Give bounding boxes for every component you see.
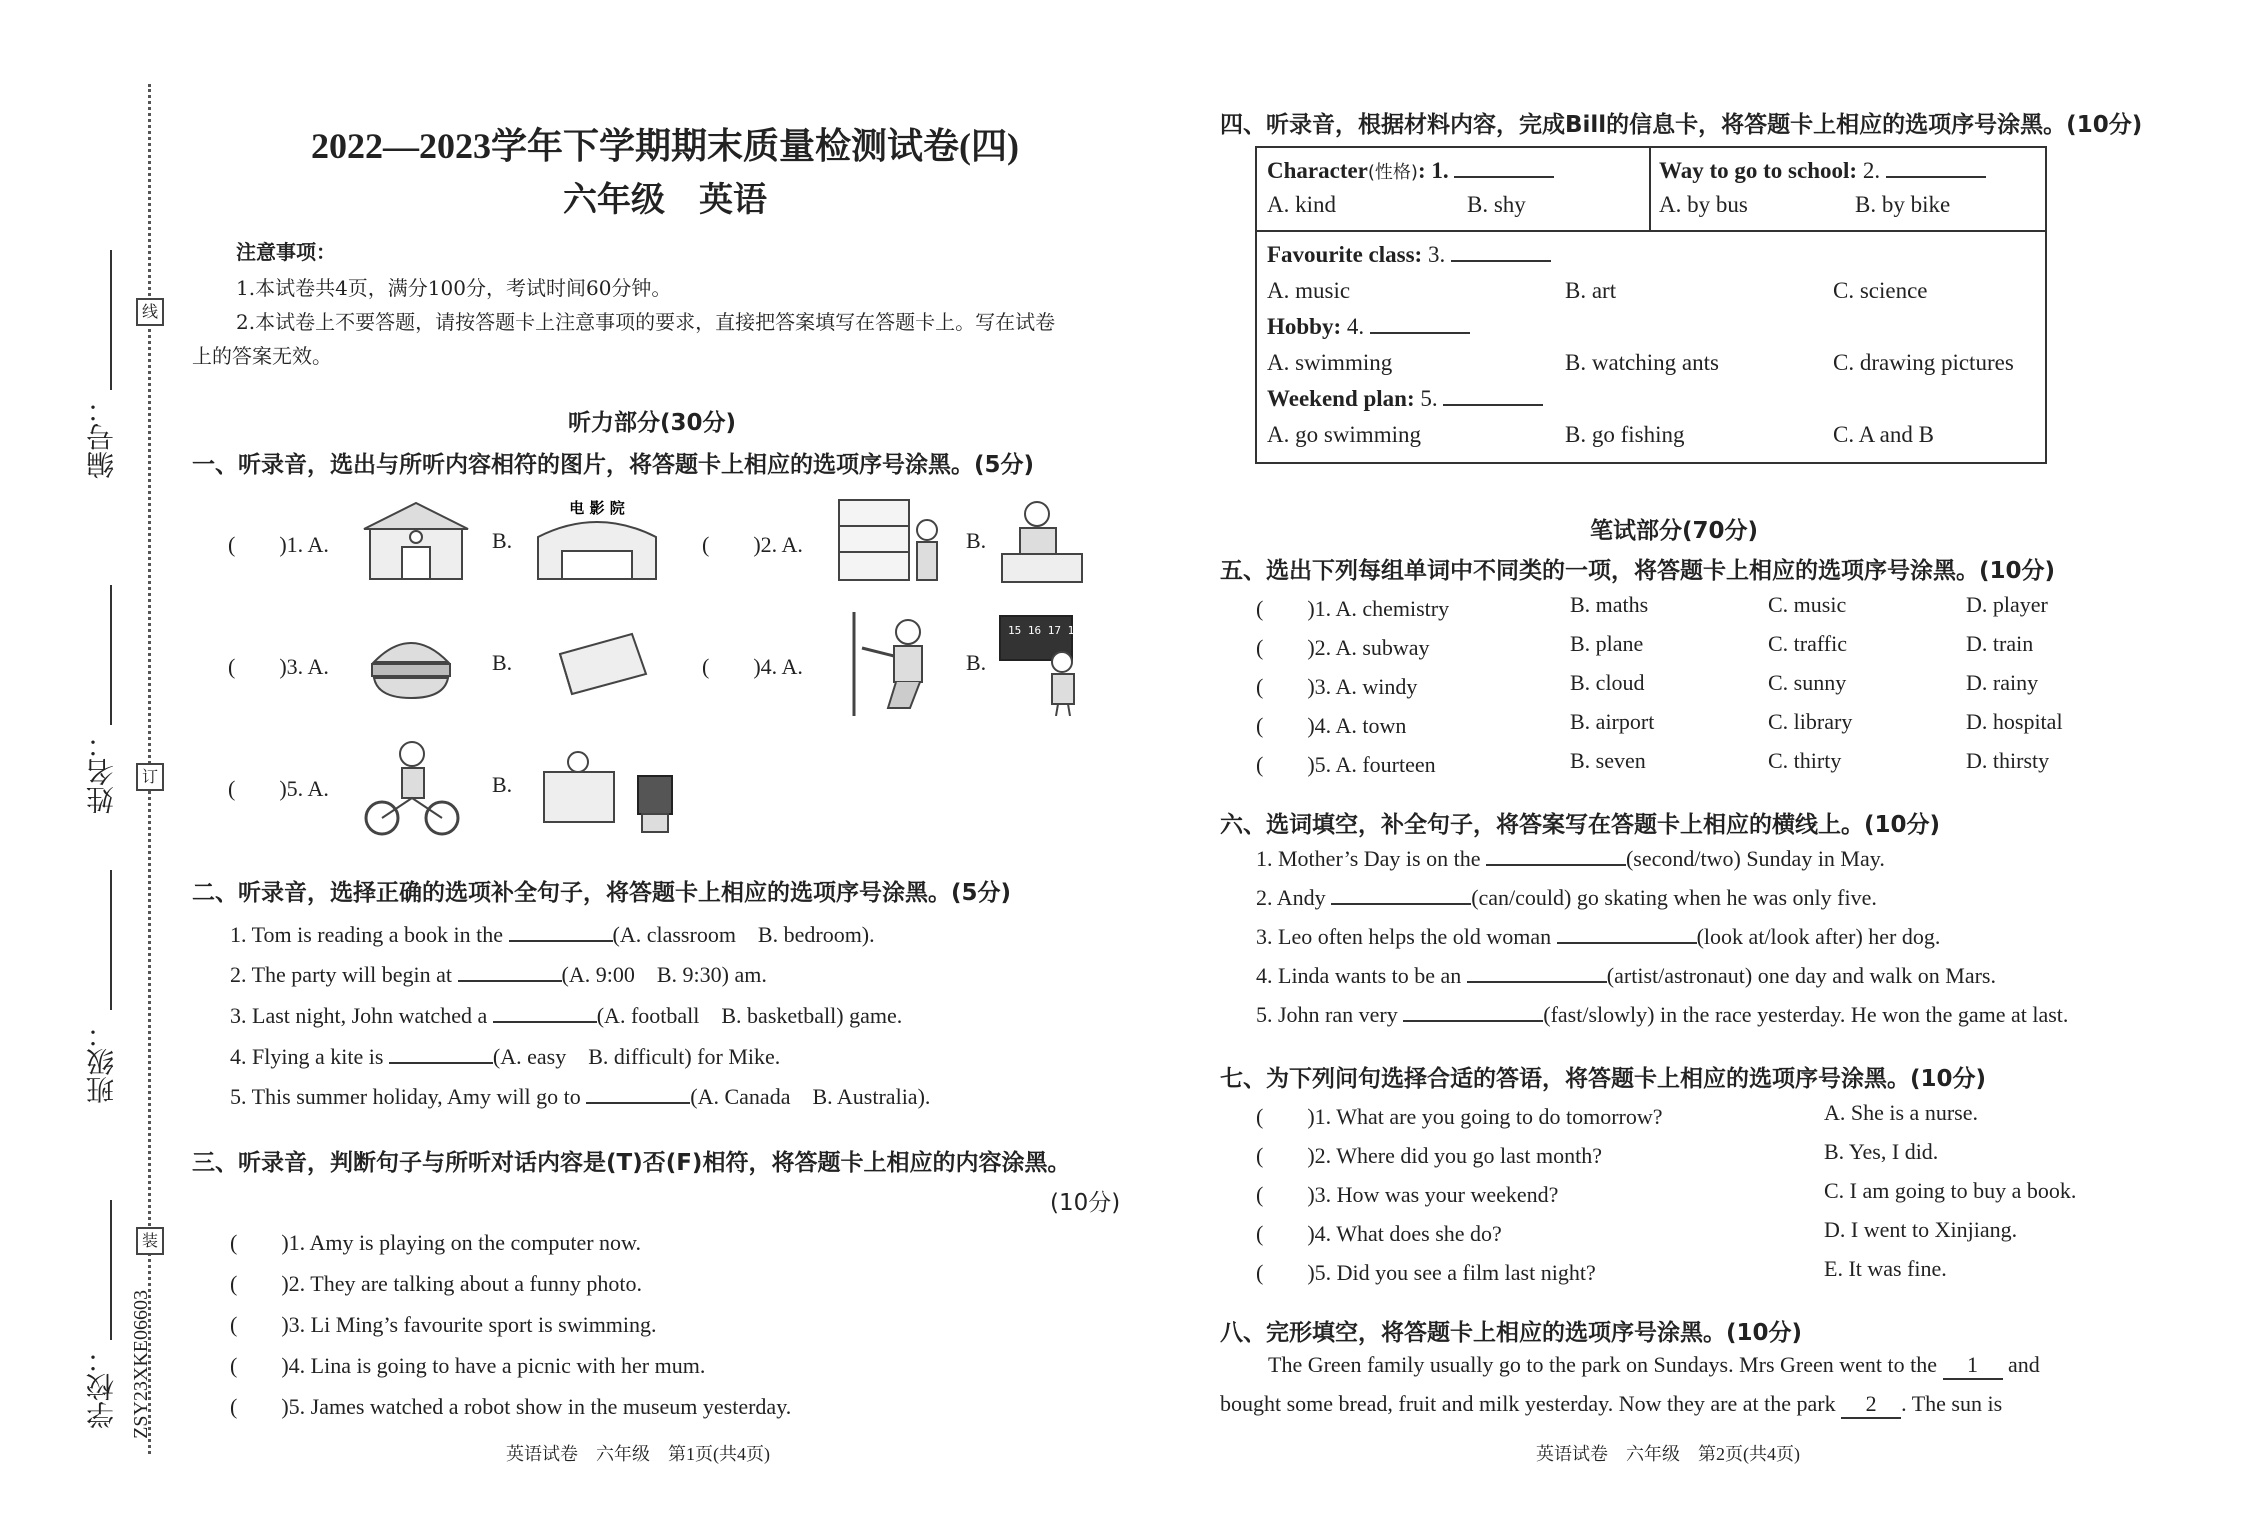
s1-q5-b: B. [492, 772, 513, 797]
card-weekend-c: C. A and B [1833, 422, 1934, 447]
s8-line-2: bought some bread, fruit and milk yesterday. Now they are at the park 2 . The sun is [1220, 1391, 2002, 1419]
section-5-title: 五、选出下列每组单词中不同类的一项，将答题卡上相应的选项序号涂黑。(10分) [1220, 558, 2056, 584]
s6-item-3: 3. Leo often helps the old woman (look at/look after) her dog. [1256, 924, 1941, 949]
s5-r2-a: ( )2. A. subway [1256, 635, 1430, 660]
s7-q5: ( )5. Did you see a film last night? [1256, 1260, 1596, 1285]
note-2b: 上的答案无效。 [192, 344, 332, 368]
s1-q2-label: ( )2. A. [702, 532, 803, 557]
s6-item-1: 1. Mother’s Day is on the (second/two) Sunday in May. [1256, 846, 1885, 871]
s1-q4-b: B. [966, 650, 987, 675]
card-char-b: B. shy [1467, 192, 1526, 217]
card-weekend-a: A. go swimming [1267, 422, 1421, 447]
card-hobby-c: C. drawing pictures [1833, 350, 2014, 375]
binding-box-order: 订 [136, 763, 164, 791]
card-fav-c: C. science [1833, 278, 1928, 303]
paper-code: ZSY23XKE06603 [130, 1290, 152, 1439]
page-subtitle: 六年级 英语 [563, 180, 767, 220]
card-weekend-b: B. go fishing [1565, 422, 1685, 447]
card-hobby-b: B. watching ants [1565, 350, 1719, 375]
card-fav-b: B. art [1565, 278, 1617, 303]
s5-r3-a: ( )3. A. windy [1256, 674, 1418, 699]
s5-r1-d: D. player [1966, 592, 2048, 617]
section-6-title: 六、选词填空，补全句子，将答案写在答题卡上相应的横线上。(10分) [1220, 812, 1941, 838]
s6-item-2: 2. Andy (can/could) go skating when he was only five. [1256, 885, 1877, 910]
page-1-footer: 英语试卷 六年级 第1页(共4页) [506, 1444, 770, 1464]
binding-box-line: 线 [136, 298, 164, 326]
reading-woman-picture [992, 494, 1092, 590]
s1-q1-label: ( )1. A. [228, 532, 329, 557]
s1-q3-b: B. [492, 650, 513, 675]
card-fav-a: A. music [1267, 278, 1351, 303]
s5-r5-b: B. seven [1570, 748, 1646, 773]
s1-q2-b: B. [966, 528, 987, 553]
s5-r1-c: C. music [1768, 592, 1847, 617]
s5-r3-c: C. sunny [1768, 670, 1847, 695]
s1-q5-label: ( )5. A. [228, 776, 329, 801]
cinema-sign-text: 电 影 院 [569, 499, 625, 517]
card-way-b: B. by bike [1855, 192, 1951, 217]
section-2-title: 二、听录音，选择正确的选项补全句子，将答题卡上相应的选项序号涂黑。(5分) [192, 880, 1012, 906]
class-label: 班级： [85, 1020, 118, 1104]
number-line [110, 250, 112, 390]
s5-r3-b: B. cloud [1570, 670, 1645, 695]
s2-item-1: 1. Tom is reading a book in the (A. classroom B. bedroom). [230, 922, 875, 947]
s6-item-4: 4. Linda wants to be an (artist/astronaut) one day and walk on Mars. [1256, 963, 1996, 988]
s6-item-5: 5. John ran very (fast/slowly) in the race yesterday. He won the game at last. [1256, 1002, 2069, 1027]
name-label: 姓名： [85, 730, 118, 814]
s7-q2: ( )2. Where did you go last month? [1256, 1143, 1603, 1168]
s3-item-2: ( )2. They are talking about a funny photo. [230, 1271, 642, 1296]
sandwich-picture [552, 624, 652, 704]
s1-q4-label: ( )4. A. [702, 654, 803, 679]
school-line [110, 1200, 112, 1340]
s3-item-3: ( )3. Li Ming’s favourite sport is swimming. [230, 1312, 657, 1337]
s8-line-1: The Green family usually go to the park on Sundays. Mrs Green went to the 1 and [1268, 1352, 2040, 1380]
notes-title: 注意事项： [236, 240, 336, 264]
card-fav-row: Favourite class: 3. [1267, 242, 1551, 268]
s3-item-4: ( )4. Lina is going to have a picnic with her mum. [230, 1353, 706, 1378]
page-2-footer: 英语试卷 六年级 第2页(共4页) [1536, 1444, 1800, 1464]
s7-q1: ( )1. What are you going to do tomorrow? [1256, 1104, 1663, 1129]
s7-q4: ( )4. What does she do? [1256, 1221, 1502, 1246]
s7-a1: A. She is a nurse. [1824, 1100, 1978, 1125]
section-8-title: 八、完形填空，将答题卡上相应的选项序号涂黑。(10分) [1220, 1320, 1803, 1346]
boy-sofa-tv-picture [538, 732, 678, 842]
s5-r4-a: ( )4. A. town [1256, 713, 1407, 738]
s2-item-3: 3. Last night, John watched a (A. football B. basketball) game. [230, 1003, 903, 1028]
s5-r2-c: C. traffic [1768, 631, 1848, 656]
s5-r4-c: C. library [1768, 709, 1853, 734]
section-3-points: (10分) [1050, 1190, 1121, 1216]
number-label: 编号： [85, 395, 118, 479]
boy-cycling-picture [364, 732, 460, 838]
card-char-a: A. kind [1267, 192, 1336, 217]
writing-title: 笔试部分(70分) [1590, 518, 1759, 544]
section-7-title: 七、为下列问句选择合适的答语，将答题卡上相应的选项序号涂黑。(10分) [1220, 1066, 1987, 1092]
s2-item-2: 2. The party will begin at (A. 9:00 B. 9:30) am. [230, 962, 767, 987]
s5-r4-b: B. airport [1570, 709, 1655, 734]
card-way-a: A. by bus [1659, 192, 1748, 217]
section-4-title: 四、听录音，根据材料内容，完成Bill的信息卡，将答题卡上相应的选项序号涂黑。(10分) [1220, 112, 2143, 138]
s5-r1-a: ( )1. A. chemistry [1256, 596, 1450, 621]
s5-r4-d: D. hospital [1966, 709, 2063, 734]
note-1: 1.本试卷共4页，满分100分，考试时间60分钟。 [236, 276, 672, 300]
card-divider-v [1649, 148, 1651, 230]
s5-r5-c: C. thirty [1768, 748, 1842, 773]
s7-a3: C. I am going to buy a book. [1824, 1178, 2077, 1203]
teacher-blackboard-picture [996, 612, 1108, 716]
cloze-blank-2: 2 [1841, 1391, 1901, 1419]
card-weekend-row: Weekend plan: 5. [1267, 386, 1543, 412]
page-title: 2022—2023学年下学期期末质量检测试卷(四) [311, 126, 1019, 166]
s2-item-5: 5. This summer holiday, Amy will go to (A. Canada B. Australia). [230, 1084, 931, 1109]
boy-painting-wall-picture [838, 612, 948, 716]
s1-q3-label: ( )3. A. [228, 654, 329, 679]
card-way-row: Way to go to school: 2. [1659, 158, 1986, 184]
s7-a5: E. It was fine. [1824, 1256, 1947, 1281]
shelves-and-girl-picture [835, 494, 945, 590]
note-2a: 2.本试卷上不要答题，请按答题卡上注意事项的要求，直接把答案填写在答题卡上。写在试卷 [236, 310, 1056, 334]
binding-box-bind: 装 [136, 1227, 164, 1255]
section-3-title: 三、听录音，判断句子与所听对话内容是(T)否(F)相符，将答题卡上相应的内容涂黑。 [192, 1150, 1071, 1176]
school-label: 学校： [85, 1345, 118, 1429]
s5-r1-b: B. maths [1570, 592, 1649, 617]
cloze-blank-1: 1 [1943, 1352, 2003, 1380]
card-hobby-a: A. swimming [1267, 350, 1393, 375]
s5-r3-d: D. rainy [1966, 670, 2039, 695]
s5-r2-d: D. train [1966, 631, 2034, 656]
bill-info-card [1255, 146, 2047, 464]
s5-r5-d: D. thirsty [1966, 748, 2050, 773]
name-line [110, 585, 112, 725]
s3-item-1: ( )1. Amy is playing on the computer now. [230, 1230, 642, 1255]
cinema-picture [532, 497, 662, 587]
card-hobby-row: Hobby: 4. [1267, 314, 1470, 340]
hamburger-picture [368, 624, 454, 704]
card-divider-h [1257, 230, 2045, 232]
section-1-title: 一、听录音，选出与所听内容相符的图片，将答题卡上相应的选项序号涂黑。(5分) [192, 452, 1035, 478]
s1-q1-b: B. [492, 528, 513, 553]
s7-a2: B. Yes, I did. [1824, 1139, 1939, 1164]
s7-q3: ( )3. How was your weekend? [1256, 1182, 1559, 1207]
listening-title: 听力部分(30分) [568, 410, 737, 436]
card-character-row: Character(性格): 1. [1267, 158, 1554, 184]
class-line [110, 870, 112, 1010]
s5-r5-a: ( )5. A. fourteen [1256, 752, 1436, 777]
s5-r2-b: B. plane [1570, 631, 1644, 656]
s7-a4: D. I went to Xinjiang. [1824, 1217, 2018, 1242]
s3-item-5: ( )5. James watched a robot show in the museum yesterday. [230, 1394, 792, 1419]
board-text: 15 16 17 18 19 [1008, 624, 1101, 637]
s2-item-4: 4. Flying a kite is (A. easy B. difficult) for Mike. [230, 1044, 781, 1069]
museum-building-picture [360, 497, 472, 587]
